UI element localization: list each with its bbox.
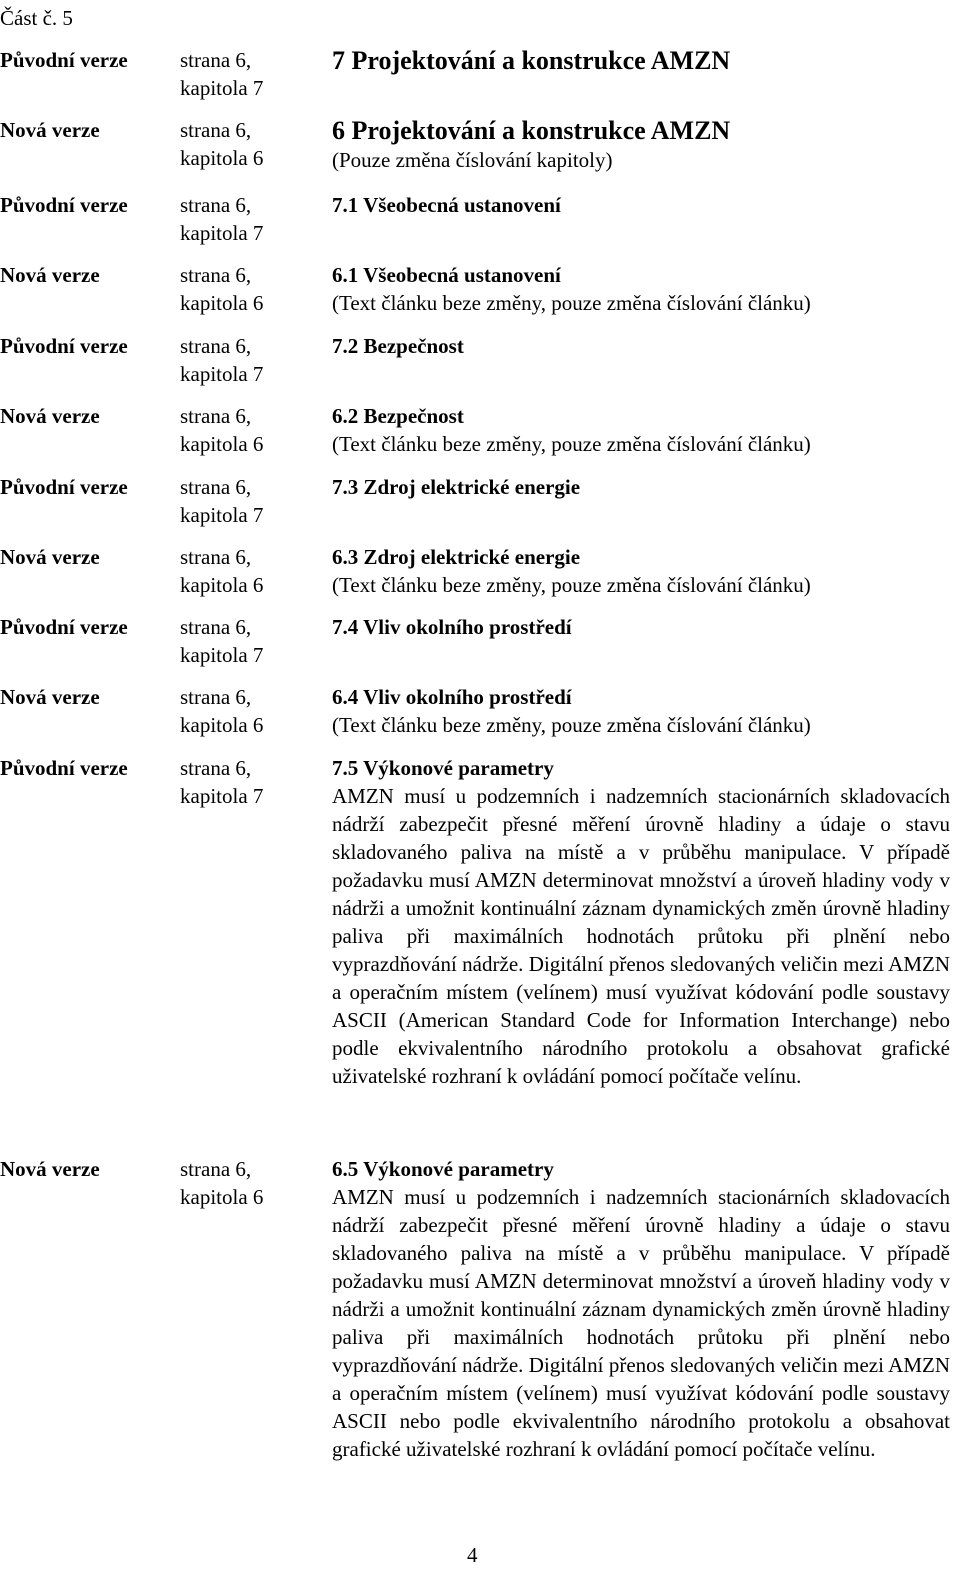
section-heading: 7.3 Zdroj elektrické energie — [332, 475, 581, 499]
chapter-reference: kapitola 6 — [180, 432, 264, 456]
change-note: (Text článku beze změny, pouze změna číslování článku) — [332, 291, 811, 315]
version-label: Nová verze — [0, 1157, 100, 1181]
section-content — [332, 473, 950, 529]
section-content — [332, 683, 950, 739]
chapter-reference: kapitola 6 — [180, 146, 264, 170]
page-chapter-reference — [180, 683, 332, 739]
section-content — [332, 332, 950, 388]
chapter-reference: kapitola 7 — [180, 643, 264, 667]
section-heading: 6 Projektování a konstrukce AMZN — [332, 116, 731, 145]
chapter-reference: kapitola 7 — [180, 362, 264, 386]
version-label: Nová verze — [0, 404, 100, 428]
section-content — [332, 191, 950, 247]
page-reference: strana 6, — [180, 48, 252, 72]
page-reference: strana 6, — [180, 545, 252, 569]
page-reference: strana 6, — [180, 193, 252, 217]
comparison-row — [0, 754, 950, 1090]
section-content — [332, 46, 950, 102]
section-content — [332, 1155, 950, 1463]
page-reference: strana 6, — [180, 263, 252, 287]
version-label: Nová verze — [0, 263, 100, 287]
page-chapter-reference — [180, 754, 332, 1090]
version-label: Původní verze — [0, 756, 128, 780]
section-heading: 6.3 Zdroj elektrické energie — [332, 545, 581, 569]
version-label: Nová verze — [0, 118, 100, 142]
chapter-reference: kapitola 7 — [180, 76, 264, 100]
chapter-reference: kapitola 6 — [180, 573, 264, 597]
version-label: Nová verze — [0, 685, 100, 709]
section-text: AMZN musí u podzemních i nadzemních stacionárních skladovacích nádrží zabezpečit přesné měření úrovně hladiny a údaje o stavu skladovaného paliva na místě a v průběhu manipulace. V případě požadavku musí AMZN determinovat množství a úroveň hladiny vody v nádrži a umožnit kontinuální záznam dynamických změn úrovně hladiny paliva při maximálních hodnotách průtoku při plnění nebo vyprazdňování nádrže. Digitální přenos sledovaných veličin mezi AMZN a operačním místem (velínem) musí využívat kódování podle soustavy ASCII nebo podle ekvivalentního národního protokolu a obsahovat grafické uživatelské rozhraní k ovládání pomocí počítače velínu. — [332, 1185, 950, 1461]
section-content — [332, 261, 950, 317]
page-reference: strana 6, — [180, 475, 252, 499]
section-content — [332, 116, 950, 174]
page-reference: strana 6, — [180, 118, 252, 142]
page-number: 4 — [467, 1543, 478, 1567]
section-heading: 7.2 Bezpečnost — [332, 334, 464, 358]
change-note: (Text článku beze změny, pouze změna číslování článku) — [332, 713, 811, 737]
comparison-row — [0, 543, 950, 599]
page-chapter-reference — [180, 116, 332, 174]
comparison-row — [0, 46, 950, 102]
section-heading: 6.1 Všeobecná ustanovení — [332, 263, 561, 287]
section-content — [332, 613, 950, 669]
page-reference: strana 6, — [180, 756, 252, 780]
section-heading: 7.4 Vliv okolního prostředí — [332, 615, 572, 639]
comparison-row — [0, 473, 950, 529]
change-note: (Pouze změna číslování kapitoly) — [332, 148, 613, 172]
page-reference: strana 6, — [180, 685, 252, 709]
chapter-reference: kapitola 6 — [180, 1185, 264, 1209]
comparison-row — [0, 683, 950, 739]
comparison-row — [0, 191, 950, 247]
section-text: AMZN musí u podzemních i nadzemních stacionárních skladovacích nádrží zabezpečit přesné měření úrovně hladiny a údaje o stavu skladovaného paliva na místě a v průběhu manipulace. V případě požadavku musí AMZN determinovat množství a úroveň hladiny vody v nádrži a umožnit kontinuální záznam dynamických změn úrovně hladiny paliva při maximálních hodnotách průtoku při plnění nebo vyprazdňování nádrže. Digitální přenos sledovaných veličin mezi AMZN a operačním místem (velínem) musí využívat kódování podle soustavy ASCII (American Standard Code for Information Interchange) nebo podle ekvivalentního národního protokolu a obsahovat grafické uživatelské rozhraní k ovládání pomocí počítače velínu. — [332, 784, 950, 1088]
version-label: Původní verze — [0, 475, 128, 499]
chapter-reference: kapitola 6 — [180, 713, 264, 737]
chapter-reference: kapitola 7 — [180, 503, 264, 527]
page-chapter-reference — [180, 46, 332, 102]
comparison-row — [0, 613, 950, 669]
comparison-row — [0, 332, 950, 388]
section-heading: 7.1 Všeobecná ustanovení — [332, 193, 561, 217]
page-chapter-reference — [180, 543, 332, 599]
page-reference: strana 6, — [180, 334, 252, 358]
section-heading: 6.4 Vliv okolního prostředí — [332, 685, 572, 709]
version-label: Nová verze — [0, 545, 100, 569]
change-note: (Text článku beze změny, pouze změna číslování článku) — [332, 432, 811, 456]
version-label: Původní verze — [0, 615, 128, 639]
section-heading: 6.2 Bezpečnost — [332, 404, 464, 428]
page-chapter-reference — [180, 261, 332, 317]
page-chapter-reference — [180, 613, 332, 669]
comparison-row — [0, 402, 950, 458]
section-heading: 7.5 Výkonové parametry — [332, 756, 554, 780]
comparison-row — [0, 261, 950, 317]
comparison-row — [0, 1155, 950, 1463]
section-content — [332, 754, 950, 1090]
page-reference: strana 6, — [180, 1157, 252, 1181]
comparison-row — [0, 116, 950, 174]
section-content — [332, 543, 950, 599]
version-label: Původní verze — [0, 193, 128, 217]
page-chapter-reference — [180, 402, 332, 458]
page-reference: strana 6, — [180, 404, 252, 428]
chapter-reference: kapitola 7 — [180, 784, 264, 808]
page-chapter-reference — [180, 191, 332, 247]
chapter-reference: kapitola 7 — [180, 221, 264, 245]
change-note: (Text článku beze změny, pouze změna číslování článku) — [332, 573, 811, 597]
version-label: Původní verze — [0, 48, 128, 72]
page-header: Část č. 5 — [0, 6, 73, 30]
version-label: Původní verze — [0, 334, 128, 358]
section-content — [332, 402, 950, 458]
page-chapter-reference — [180, 332, 332, 388]
page-reference: strana 6, — [180, 615, 252, 639]
page-chapter-reference — [180, 473, 332, 529]
page-chapter-reference — [180, 1155, 332, 1463]
chapter-reference: kapitola 6 — [180, 291, 264, 315]
section-heading: 6.5 Výkonové parametry — [332, 1157, 554, 1181]
section-heading: 7 Projektování a konstrukce AMZN — [332, 46, 731, 75]
